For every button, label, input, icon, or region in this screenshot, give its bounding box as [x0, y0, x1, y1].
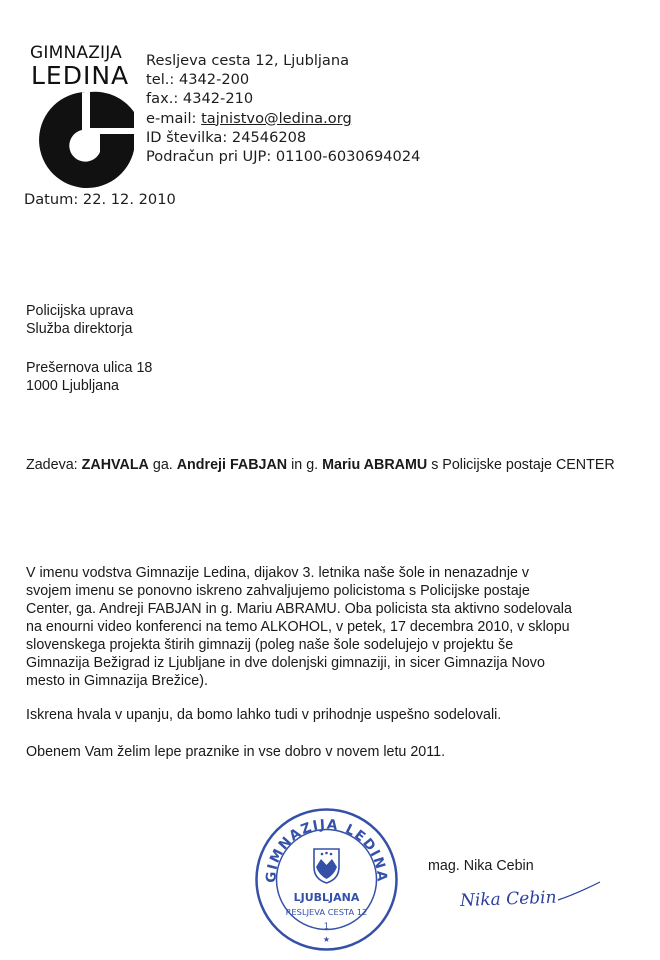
paragraph-line: Center, ga. Andreji FABJAN in g. Mariu ABRAMU. Oba policista sta aktivno sodelovala	[26, 601, 572, 617]
id-number-line: ID številka: 24546208	[146, 128, 307, 146]
stamp-street: RESLJEVA CESTA 12	[285, 907, 368, 917]
paragraph-line: Gimnazija Bežigrad iz Ljubljane in dve dolenjski gimnaziji, in sicer Gimnazija Novo	[26, 655, 545, 671]
stamp-star-icon: ★	[322, 935, 331, 944]
paragraph-line: V imenu vodstva Gimnazije Ledina, dijakov 3. letnika naše šole in nenazadnje v	[26, 565, 530, 581]
logo-wordmark-line1: GIMNAZIJA	[30, 43, 123, 63]
subject-text: s Policijske postaje CENTER	[427, 457, 615, 473]
recipient-line: Služba direktorja	[26, 321, 133, 337]
recipient-line: Prešernova ulica 18	[26, 360, 153, 376]
subject-label: Zadeva:	[26, 457, 82, 473]
body-paragraph-2	[26, 706, 638, 724]
subject-text: in g.	[287, 457, 323, 473]
subject-bold: Andreji FABJAN	[176, 457, 288, 473]
svg-text:Nika Cebin: Nika Cebin	[459, 887, 557, 912]
body-paragraph-1	[26, 564, 638, 690]
paragraph-line: mesto in Gimnazija Brežice).	[26, 673, 208, 689]
stamp-number: 1	[323, 922, 330, 932]
recipient-address	[26, 359, 152, 395]
paragraph-line: na enourni video konferenci na temo ALKOHOL, v petek, 17 decembra 2010, v sklopu	[26, 619, 570, 635]
email-link[interactable]: tajnistvo@ledina.org	[201, 109, 352, 127]
recipient-org	[26, 302, 133, 338]
school-logo-icon	[26, 90, 141, 190]
stamp-arc-text: GIMNAZIJA LEDINA	[263, 816, 390, 884]
account-line: Podračun pri UJP: 01100-6030694024	[146, 148, 421, 166]
fax-line: fax.: 4342-210	[146, 90, 254, 108]
handwritten-signature	[458, 874, 608, 914]
recipient-line: 1000 Ljubljana	[26, 378, 120, 394]
paragraph-line: svojem imenu se ponovno iskreno zahvaljujemo policistoma s Policijske postaje	[26, 583, 530, 599]
coat-of-arms-icon	[314, 849, 339, 883]
email-label: e-mail:	[146, 109, 202, 127]
letterhead-address	[146, 51, 420, 166]
date-text: Datum: 22. 12. 2010	[24, 191, 176, 208]
logo-wordmark-line2: LEDINA	[31, 61, 130, 90]
paragraph-line: slovenskega projekta štirih gimnazij (poleg naše šole sodelujejo v projektu še	[26, 637, 514, 653]
body-paragraph-3	[26, 743, 638, 761]
stamp-city: LJUBLJANA	[293, 891, 360, 904]
email-line	[146, 109, 420, 128]
signer-name: mag. Nika Cebin	[428, 858, 534, 874]
letter-date	[24, 191, 176, 208]
phone-line: tel.: 4342-200	[146, 71, 250, 89]
paragraph-line: Iskrena hvala v upanju, da bomo lahko tudi v prihodnje uspešno sodelovali.	[26, 707, 502, 723]
subject-bold: Mariu ABRAMU	[322, 457, 428, 473]
address-line: Resljeva cesta 12, Ljubljana	[146, 52, 350, 69]
official-stamp	[254, 807, 399, 952]
subject-text: ga.	[148, 457, 177, 473]
subject-line	[26, 456, 636, 474]
paragraph-line: Obenem Vam želim lepe praznike in vse dobro v novem letu 2011.	[26, 744, 446, 760]
subject-bold: ZAHVALA	[81, 457, 149, 473]
recipient-line: Policijska uprava	[26, 303, 134, 319]
